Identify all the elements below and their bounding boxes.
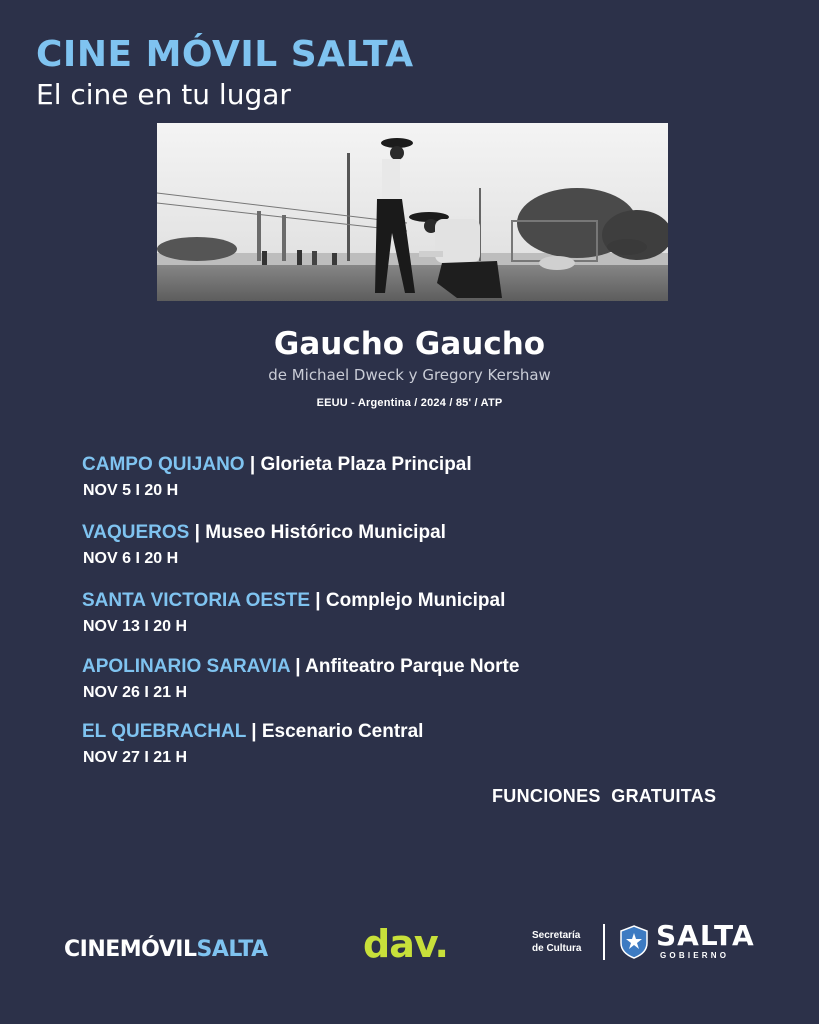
dav-logo: dav. [363, 922, 448, 966]
screening-date: NOV 5 I 20 H [83, 482, 179, 499]
screening-venue: Glorieta Plaza Principal [260, 454, 472, 475]
salta-sun-emblem-icon [619, 925, 649, 959]
screening-item [82, 453, 472, 500]
screening-item [82, 521, 446, 568]
screening-item [82, 589, 505, 636]
screening-place: VAQUEROS [82, 522, 190, 543]
header-subtitle: El cine en tu lugar [36, 78, 291, 111]
screening-venue: Complejo Municipal [325, 590, 506, 611]
screening-venue: Museo Histórico Municipal [205, 522, 446, 543]
screening-date: NOV 27 I 21 H [83, 749, 188, 766]
screening-item [82, 655, 519, 702]
screening-date: NOV 13 I 20 H [83, 618, 188, 635]
screening-item [82, 720, 423, 767]
gobierno-label: GOBIERNO [660, 951, 730, 960]
screening-separator: | [245, 721, 262, 742]
screening-place: CAMPO QUIJANO [82, 454, 245, 475]
cinemovil-salta-logo [64, 937, 268, 962]
header-title: CINE MÓVIL SALTA [36, 34, 414, 75]
screening-place: SANTA VICTORIA OESTE [82, 590, 311, 611]
screening-separator: | [244, 454, 261, 475]
logo-divider [603, 924, 605, 960]
salta-logo-text: SALTA [196, 937, 268, 962]
screening-venue: Anfiteatro Parque Norte [305, 656, 520, 677]
secretaria-cultura-label [532, 929, 581, 955]
screening-separator: | [289, 656, 306, 677]
secretaria-line1: Secretaría [532, 930, 581, 941]
cinemovil-logo-text: CINEMÓVIL [64, 937, 197, 962]
film-directors: de Michael Dweck y Gregory Kershaw [268, 366, 551, 384]
salta-gobierno-logo: SALTA [656, 919, 755, 952]
secretaria-line2: de Cultura [532, 943, 582, 954]
screening-date: NOV 26 I 21 H [83, 684, 188, 701]
film-still-image [157, 123, 668, 301]
screening-place: EL QUEBRACHAL [82, 721, 246, 742]
screening-separator: | [189, 522, 206, 543]
screening-place: APOLINARIO SARAVIA [82, 656, 290, 677]
screening-venue: Escenario Central [261, 721, 424, 742]
screening-separator: | [310, 590, 326, 611]
free-screenings-note: FUNCIONES GRATUITAS [492, 786, 717, 806]
film-title: Gaucho Gaucho [273, 326, 546, 362]
screening-date: NOV 6 I 20 H [83, 550, 179, 567]
film-info: EEUU - Argentina / 2024 / 85' / ATP [316, 397, 503, 409]
